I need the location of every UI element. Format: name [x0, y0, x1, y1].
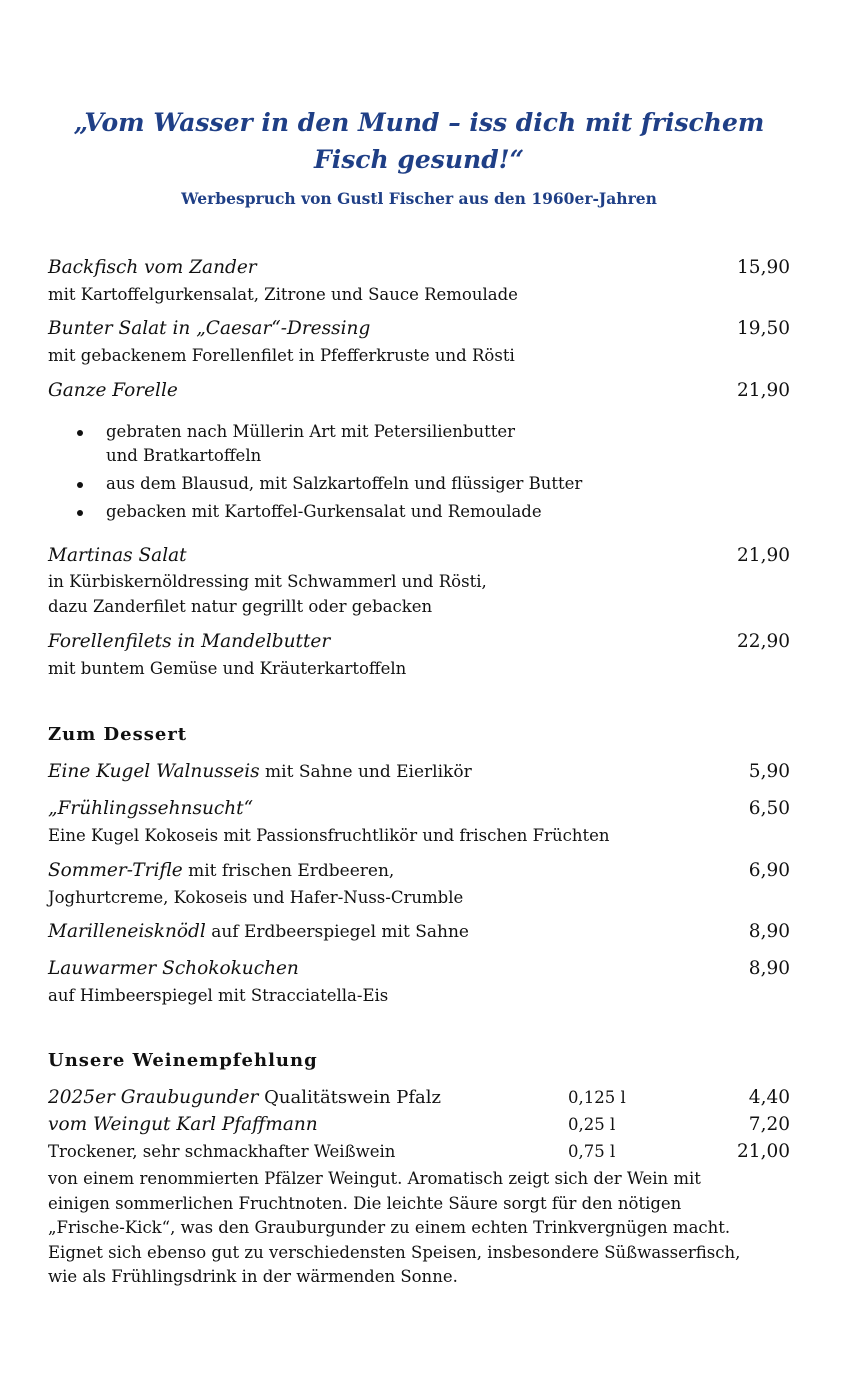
option-text: gebraten nach Müllerin Art mit Petersilienbutter — [106, 422, 516, 441]
dish-name: Martinas Salat — [48, 545, 187, 566]
dessert-price: 6,90 — [748, 860, 790, 881]
option-text: und Bratkartoffeln — [106, 446, 262, 465]
dessert-title: Marilleneisknödl — [48, 921, 206, 942]
dessert-price: 5,90 — [748, 761, 790, 782]
dessert-description: Joghurtcreme, Kokoseis und Hafer-Nuss-Crumble — [48, 888, 464, 907]
wine-volume: 0,125 l — [568, 1088, 626, 1107]
dish-name: Ganze Forelle — [48, 380, 178, 401]
wine-name — [48, 1086, 441, 1110]
section-heading-dessert: Zum Dessert — [48, 724, 188, 745]
option-text: gebacken mit Kartoffel-Gurkensalat und Remoulade — [106, 502, 542, 521]
option-text: aus dem Blausud, mit Salzkartoffeln und flüssiger Butter — [106, 474, 583, 493]
dish-description: mit gebackenem Forellenfilet in Pfefferkruste und Rösti — [48, 346, 515, 365]
headline — [38, 104, 800, 178]
dessert-price: 6,50 — [748, 798, 790, 819]
menu-page — [48, 0, 790, 1376]
dish-description: dazu Zanderfilet natur gegrillt oder gebacken — [48, 597, 433, 616]
bullet-icon — [77, 430, 83, 436]
dish-name: Bunter Salat in „Caesar“-Dressing — [48, 318, 371, 339]
wine-description-line: Eignet sich ebenso gut zu verschiedensten Speisen, insbesondere Süßwasserfisch, — [48, 1242, 741, 1262]
dessert-inline: mit Sahne und Eierlikör — [259, 762, 472, 782]
list-item — [48, 420, 582, 468]
wine-price: 7,20 — [748, 1114, 790, 1135]
list-item — [48, 472, 582, 496]
wine-description-line: einigen sommerlichen Fruchtnoten. Die leichte Säure sorgt für den nötigen — [48, 1193, 682, 1213]
dessert-inline: auf Erdbeerspiegel mit Sahne — [205, 922, 469, 942]
dish-price: 19,50 — [737, 318, 790, 339]
section-heading-wine: Unsere Weinempfehlung — [48, 1050, 318, 1071]
dessert-name — [48, 760, 472, 784]
wine-volume: 0,25 l — [568, 1115, 616, 1134]
dish-price: 21,90 — [737, 380, 790, 401]
dessert-name: „Frühlingssehnsucht“ — [48, 798, 254, 819]
wine-price: 4,40 — [748, 1087, 790, 1108]
list-item — [48, 500, 582, 524]
wine-volume: 0,75 l — [568, 1142, 616, 1161]
dish-name: Forellenfilets in Mandelbutter — [48, 631, 331, 652]
wine-description — [48, 1167, 790, 1290]
dessert-title: Sommer-Trifle — [48, 860, 183, 881]
wine-title: 2025er Graubugunder — [48, 1087, 259, 1108]
dessert-description: Eine Kugel Kokoseis mit Passionsfruchtlikör und frischen Früchten — [48, 826, 610, 845]
bullet-icon — [77, 510, 83, 516]
dish-price: 22,90 — [737, 631, 790, 652]
dessert-name: Lauwarmer Schokokuchen — [48, 958, 299, 979]
dessert-name — [48, 920, 469, 944]
dessert-description: auf Himbeerspiegel mit Stracciatella-Eis — [48, 986, 389, 1005]
dish-description: mit buntem Gemüse und Kräuterkartoffeln — [48, 659, 407, 678]
dish-name: Backfisch vom Zander — [48, 257, 257, 278]
wine-description-line: von einem renommierten Pfälzer Weingut. Aromatisch zeigt sich der Wein mit — [48, 1169, 701, 1188]
bullet-icon — [77, 482, 83, 488]
wine-description-line: „Frische-Kick“, was den Grauburgunder zu einem echten Trinkvergnügen macht. — [48, 1218, 731, 1238]
dessert-price: 8,90 — [748, 921, 790, 942]
dish-description: mit Kartoffelgurkensalat, Zitrone und Sauce Remoulade — [48, 285, 518, 304]
dessert-name — [48, 859, 394, 883]
preparation-options — [48, 420, 582, 528]
headline-line-1: „Vom Wasser in den Mund – iss dich mit frischem — [73, 108, 765, 137]
attribution: Werbespruch von Gustl Fischer aus den 1960er-Jahren — [181, 189, 657, 208]
dessert-title: Eine Kugel Walnusseis — [48, 761, 260, 782]
wine-price: 21,00 — [737, 1141, 790, 1162]
dish-description: in Kürbiskernöldressing mit Schwammerl und Rösti, — [48, 572, 487, 591]
wine-description-line: wie als Frühlingsdrink in der wärmenden Sonne. — [48, 1267, 458, 1287]
dish-price: 15,90 — [737, 257, 790, 278]
headline-line-2: Fisch gesund!“ — [313, 145, 525, 174]
dessert-inline: mit frischen Erdbeeren, — [182, 861, 395, 881]
wine-quality: Qualitätswein Pfalz — [258, 1087, 442, 1108]
dish-price: 21,90 — [737, 545, 790, 566]
wine-winery: vom Weingut Karl Pfaffmann — [48, 1114, 318, 1135]
wine-short-description: Trockener, sehr schmackhafter Weißwein — [48, 1142, 396, 1161]
dessert-price: 8,90 — [748, 958, 790, 979]
